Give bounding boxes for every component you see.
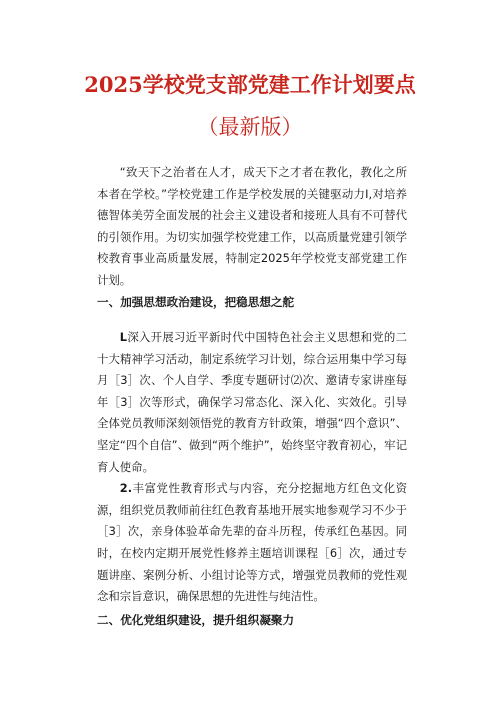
section1-item1-number: L <box>119 330 128 344</box>
document-subtitle: （最新版） <box>197 115 303 139</box>
intro-paragraph: “致天下之治者在人才，成天下之才者在教化，教化之所本者在学校。”学校党建工作是学校发展的关键驱动力I,对培养德智体美劳全面发展的社会主义建设者和接班人具有不可替代的引领作用。为切实加强学校党建工作，以高质量党建引领学校教育事业高质量发展，特制定2025年学校党支部党建工作计划。 <box>97 165 407 287</box>
section1-item1 <box>97 327 407 478</box>
section1-item1-text: 深入开展习近平新时代中国特色社会主义思想和党的二十大精神学习活动，制定系统学习计划，综合运用集中学习每月［3］次、个人自学、季度专题研讨⑵次、邀请专家讲座每年［3］次等形式，确保学习常态化、深入化、实效化。引导全体党员教师深刻领悟党的教育方针政策，增强“四个意识”、坚定“四个自信”、做到“两个维护”，始终坚守教育初心，牢记育人使命。 <box>97 330 407 474</box>
section1-item2-text: 丰富党性教育形式与内容，充分挖掘地方红色文化资源，组织党员教师前往红色教育基地开展实地参观学习不少于［3］次，亲身体验革命先辈的奋斗历程，传承红色基因。同时，在校内定期开展党性修养主题培训课程［6］次，通过专题讲座、案例分析、小组讨论等方式，增强党员教师的党性观念和宗旨意识，确保思想的先进性与纯洁性。 <box>97 481 407 604</box>
section1-item2 <box>97 478 407 608</box>
intro-paragraph-block <box>97 162 407 292</box>
section1-heading: 一、加强思想政治建设，把稳思想之舵 <box>97 295 295 309</box>
section2-heading: 二、优化党组织建设，提升组织凝聚力 <box>97 613 295 627</box>
document-title: 2025学校党支部党建工作计划要点 <box>84 72 416 97</box>
section1-item2-number: 2. <box>119 481 133 496</box>
section1-body <box>97 327 407 608</box>
